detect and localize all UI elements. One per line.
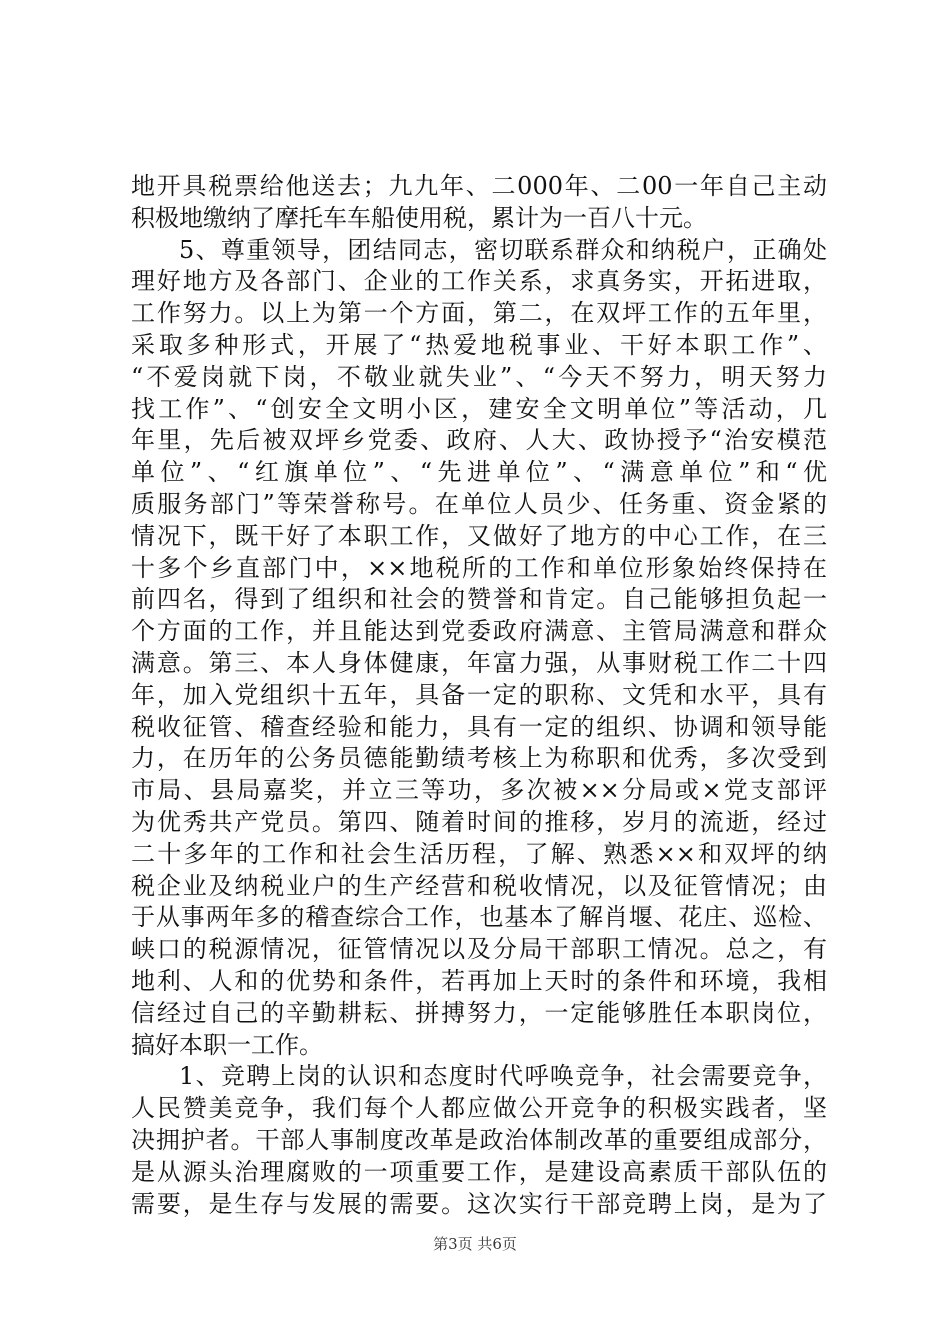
text-line: 税收征管、稽查经验和能力，具有一定的组织、协调和领导能 bbox=[131, 712, 827, 741]
text-line: 采取多种形式，开展了“热爱地税事业、干好本职工作”、 bbox=[131, 330, 827, 359]
text-line: 个方面的工作，并且能达到党委政府满意、主管局满意和群众 bbox=[131, 617, 827, 646]
text-line: 决拥护者。干部人事制度改革是政治体制改革的重要组成部分， bbox=[131, 1125, 827, 1154]
text-line: “不爱岗就下岗，不敬业就失业”、“今天不努力，明天努力 bbox=[131, 362, 827, 391]
text-line: 年，加入党组织十五年，具备一定的职称、文凭和水平，具有 bbox=[131, 680, 827, 709]
paragraph-start-line: 1、竞聘上岗的认识和态度时代呼唤竞争，社会需要竞争， bbox=[179, 1062, 827, 1091]
text-line: 是从源头治理腐败的一项重要工作，是建设高素质干部队伍的 bbox=[131, 1157, 827, 1186]
body-text bbox=[131, 171, 827, 1220]
text-line: 情况下，既干好了本职工作，又做好了地方的中心工作，在三 bbox=[131, 521, 827, 550]
text-line: 前四名，得到了组织和社会的赞誉和肯定。自己能够担负起一 bbox=[131, 585, 827, 614]
text-line: 积极地缴纳了摩托车车船使用税，累计为一百八十元。 bbox=[131, 203, 707, 232]
text-line: 工作努力。以上为第一个方面，第二，在双坪工作的五年里， bbox=[131, 299, 827, 328]
text-line: 需要，是生存与发展的需要。这次实行干部竞聘上岗，是为了 bbox=[131, 1189, 827, 1218]
text-line: 于从事两年多的稽查综合工作，也基本了解肖堰、花庄、巡检、 bbox=[131, 903, 827, 932]
text-line: 力，在历年的公务员德能勤绩考核上为称职和优秀，多次受到 bbox=[131, 744, 827, 773]
text-line: 十多个乡直部门中，××地税所的工作和单位形象始终保持在 bbox=[131, 553, 827, 582]
text-line: 峡口的税源情况，征管情况以及分局干部职工情况。总之，有 bbox=[131, 935, 827, 964]
text-line: 找工作”、“创安全文明小区，建安全文明单位”等活动，几 bbox=[131, 394, 827, 423]
text-line: 年里，先后被双坪乡党委、政府、人大、政协授予“治安模范 bbox=[131, 426, 827, 455]
text-line: 质服务部门”等荣誉称号。在单位人员少、任务重、资金紧的 bbox=[131, 489, 827, 518]
paragraph-start-line: 5、尊重领导，团结同志，密切联系群众和纳税户，正确处 bbox=[179, 235, 827, 264]
text-line: 单位”、“红旗单位”、“先进单位”、“满意单位”和“优 bbox=[131, 458, 827, 487]
text-line: 搞好本职一工作。 bbox=[131, 1030, 323, 1059]
text-line: 税企业及纳税业户的生产经营和税收情况，以及征管情况；由 bbox=[131, 871, 827, 900]
text-line: 地开具税票给他送去；九九年、二000年、二00一年自己主动 bbox=[131, 172, 827, 200]
text-line: 为优秀共产党员。第四、随着时间的推移，岁月的流逝，经过 bbox=[131, 807, 827, 836]
text-line: 地利、人和的优势和条件，若再加上天时的条件和环境，我相 bbox=[131, 966, 827, 995]
text-line: 满意。第三、本人身体健康，年富力强，从事财税工作二十四 bbox=[131, 648, 827, 677]
text-line: 信经过自己的辛勤耕耘、拼搏努力，一定能够胜任本职岗位， bbox=[131, 998, 827, 1027]
text-line: 市局、县局嘉奖，并立三等功，多次被××分局或×党支部评 bbox=[131, 776, 827, 805]
text-line: 二十多年的工作和社会生活历程，了解、熟悉××和双坪的纳 bbox=[131, 839, 827, 868]
text-line: 人民赞美竞争，我们每个人都应做公开竞争的积极实践者，坚 bbox=[131, 1094, 827, 1123]
page-number-footer: 第3页 共6页 bbox=[433, 1235, 517, 1253]
text-line: 理好地方及各部门、企业的工作关系，求真务实，开拓进取， bbox=[131, 267, 827, 296]
